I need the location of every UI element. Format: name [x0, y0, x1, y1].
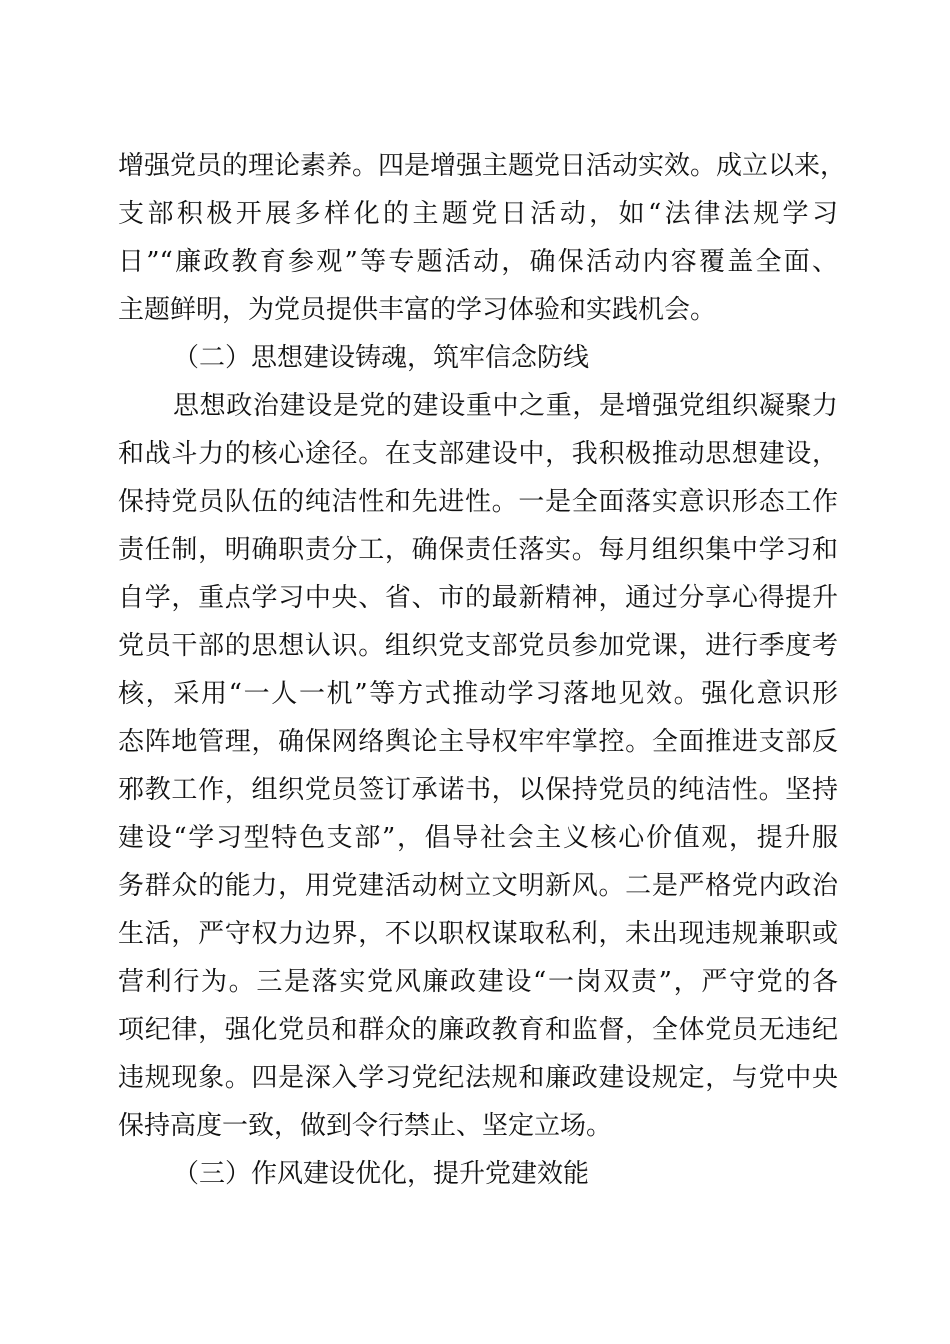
paragraph-line: 邪教工作，组织党员签订承诺书，以保持党员的纯洁性。坚持: [118, 775, 838, 805]
paragraph-line: 和战斗力的核心途径。在支部建设中，我积极推动思想建设，: [118, 439, 838, 469]
paragraph-line: 增强党员的理论素养。四是增强主题党日活动实效。成立以来，: [118, 151, 847, 181]
paragraph-line: 项纪律，强化党员和群众的廉政教育和监督，全体党员无违纪: [118, 1015, 838, 1045]
paragraph-line: 务群众的能力，用党建活动树立文明新风。二是严格党内政治: [118, 871, 838, 901]
paragraph-line: 保持高度一致，做到令行禁止、坚定立场。: [118, 1111, 613, 1141]
paragraph-line: 思想政治建设是党的建设重中之重，是增强党组织凝聚力: [173, 391, 838, 421]
paragraph-line: 生活，严守权力边界，不以职权谋取私利，未出现违规兼职或: [118, 919, 838, 949]
paragraph-line: 自学，重点学习中央、省、市的最新精神，通过分享心得提升: [118, 583, 838, 613]
paragraph-line: 日”“廉政教育参观”等专题活动，确保活动内容覆盖全面、: [118, 247, 838, 277]
document-body: [118, 142, 847, 1198]
paragraph-line: 责任制，明确职责分工，确保责任落实。每月组织集中学习和: [118, 535, 838, 565]
paragraph-line: 核，采用“一人一机”等方式推动学习落地见效。强化意识形: [118, 679, 838, 709]
paragraph-line: 建设“学习型特色支部”，倡导社会主义核心价值观，提升服: [118, 823, 838, 853]
paragraph-line: 态阵地管理，确保网络舆论主导权牢牢掌控。全面推进支部反: [118, 727, 838, 757]
paragraph-line: 营利行为。三是落实党风廉政建设“一岗双责”，严守党的各: [118, 967, 838, 997]
section-heading-3: （三）作风建设优化，提升党建效能: [173, 1159, 590, 1189]
paragraph-line: 支部积极开展多样化的主题党日活动，如“法律法规学习: [118, 199, 838, 229]
section-heading-2: （二）思想建设铸魂，筑牢信念防线: [173, 343, 590, 373]
paragraph-line: 保持党员队伍的纯洁性和先进性。一是全面落实意识形态工作: [118, 487, 838, 517]
paragraph-line: 主题鲜明，为党员提供丰富的学习体验和实践机会。: [118, 295, 717, 325]
paragraph-line: 违规现象。四是深入学习党纪法规和廉政建设规定，与党中央: [118, 1063, 838, 1093]
paragraph-line: 党员干部的思想认识。组织党支部党员参加党课，进行季度考: [118, 631, 838, 661]
